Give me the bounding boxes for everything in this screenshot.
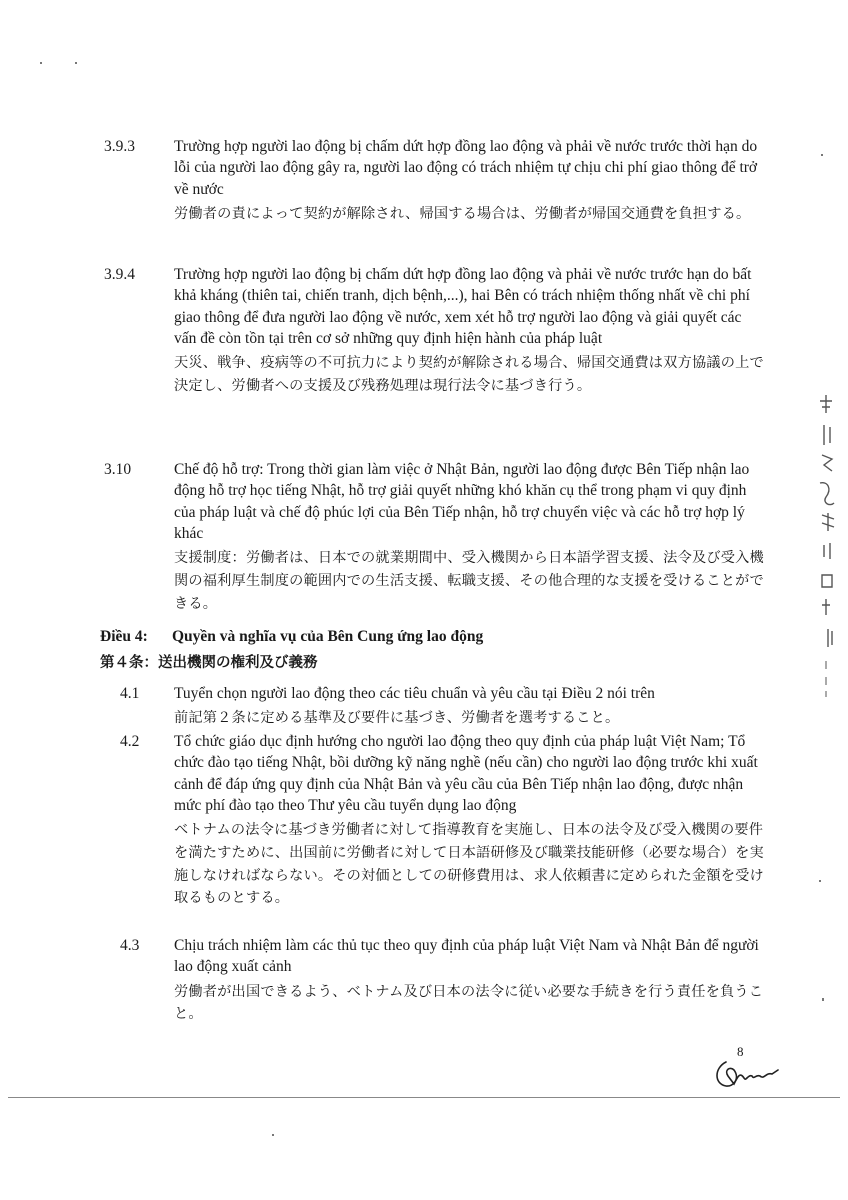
page-number: 8 — [737, 1044, 744, 1059]
clause-text-vi: Trường hợp người lao động bị chấm dứt hợp đồng lao động và phải về nước trước thời hạn do lỗi của người lao động gây ra, người lao động có trách nhiệm tự chịu chi phí giao thông để trở về nước — [174, 138, 758, 198]
clause-number: 3.9.4 — [104, 266, 135, 283]
clause-text-vi: Tuyển chọn người lao động theo các tiêu chuẩn và yêu cầu tại Điều 2 nói trên — [174, 685, 655, 702]
scan-speck — [40, 62, 42, 64]
scan-speck — [821, 154, 823, 156]
scan-speck — [75, 62, 77, 64]
clause-text-vi: Trường hợp người lao động bị chấm dứt hợp đồng lao động và phải về nước trước hạn do bất khả kháng (thiên tai, chiến tranh, dịch bệnh,...), hai Bên có trách nhiệm thống nhất về chi phí giao thông để đưa người lao động về nước, xem xét hỗ trợ người lao động và giải quyết các vấn đề còn tồn tại trên cơ sở những quy định hiện hành của pháp luật — [174, 266, 752, 347]
clause-number: 4.1 — [120, 685, 140, 702]
clause-number: 3.10 — [104, 461, 132, 478]
clause-text-vi: Tổ chức giáo dục định hướng cho người lao động theo quy định của pháp luật Việt Nam; Tổ chức đào tạo tiếng Nhật, bồi dưỡng kỹ năng nghề (nếu cần) cho người lao động trước khi xuất cảnh để đáp ứng quy định của Nhật Bản và yêu cầu của Bên Tiếp nhận lao động, được nhận mức phí đào tạo theo Thư yêu cầu tuyển dụng lao động — [174, 733, 758, 814]
clause-text-ja: 天災、戦争、疫病等の不可抗力により契約が解除される場合、帰国交通費は双方協議の上で決定し、労働者への支援及び残務処理は現行法令に基づき行う。 — [174, 355, 764, 394]
article-title: Quyền và nghĩa vụ của Bên Cung ứng lao động — [172, 628, 484, 645]
article-title-ja: 第４条：送出機関の権利及び義務 — [100, 654, 318, 671]
clause-text-vi: Chịu trách nhiệm làm các thủ tục theo quy định của pháp luật Việt Nam và Nhật Bản để người lao động xuất cảnh — [174, 937, 759, 976]
article-heading — [100, 626, 483, 647]
clause-text-ja: 労働者が出国できるよう、ベトナム及び日本の法令に従い必要な手続きを行う責任を負うこと。 — [174, 983, 764, 1023]
clause-text-ja: 前記第２条に定める基準及び要件に基づき、労働者を選考すること。 — [174, 710, 620, 727]
scan-speck — [272, 1134, 274, 1136]
clause-text-vi: Chế độ hỗ trợ: Trong thời gian làm việc ở Nhật Bản, người lao động được Bên Tiếp nhận lao động hỗ trợ học tiếng Nhật, hỗ trợ giải quyết những khó khăn cụ thể trong phạm vi quy định của pháp luật và chế độ phúc lợi của Bên Tiếp nhận, hỗ trợ chuyển việc và các hỗ trợ hợp lý khác — [174, 461, 750, 542]
scan-speck — [819, 880, 821, 882]
margin-stamp-icon — [808, 385, 848, 705]
signature-icon — [712, 1058, 782, 1090]
clause-text-ja: 労働者の責によって契約が解除され、帰国する場合は、労働者が帰国交通費を負担する。 — [174, 205, 751, 222]
clause-number: 4.2 — [120, 733, 140, 750]
clause-text-ja: 支援制度：労働者は、日本での就業期間中、受入機関から日本語学習支援、法令及び受入機関の福利厚生制度の範囲内での生活支援、転職支援、その他合理的な支援を受けることができる。 — [174, 550, 764, 612]
article-label: Điều 4: — [100, 628, 148, 645]
clause-number: 3.9.3 — [104, 138, 135, 155]
clause-text-ja: ベトナムの法令に基づき労働者に対して指導教育を実施し、日本の法令及び受入機関の要件を満たすために、出国前に労働者に対して日本語研修及び職業技能研修（必要な場合）を実施しなければならない。その対価としての研修費用は、求人依頼書に定められた金額を受け取るものとする。 — [174, 822, 764, 907]
clause-number: 4.3 — [120, 937, 140, 954]
footer-rule — [8, 1097, 840, 1098]
scan-speck — [822, 998, 824, 1001]
